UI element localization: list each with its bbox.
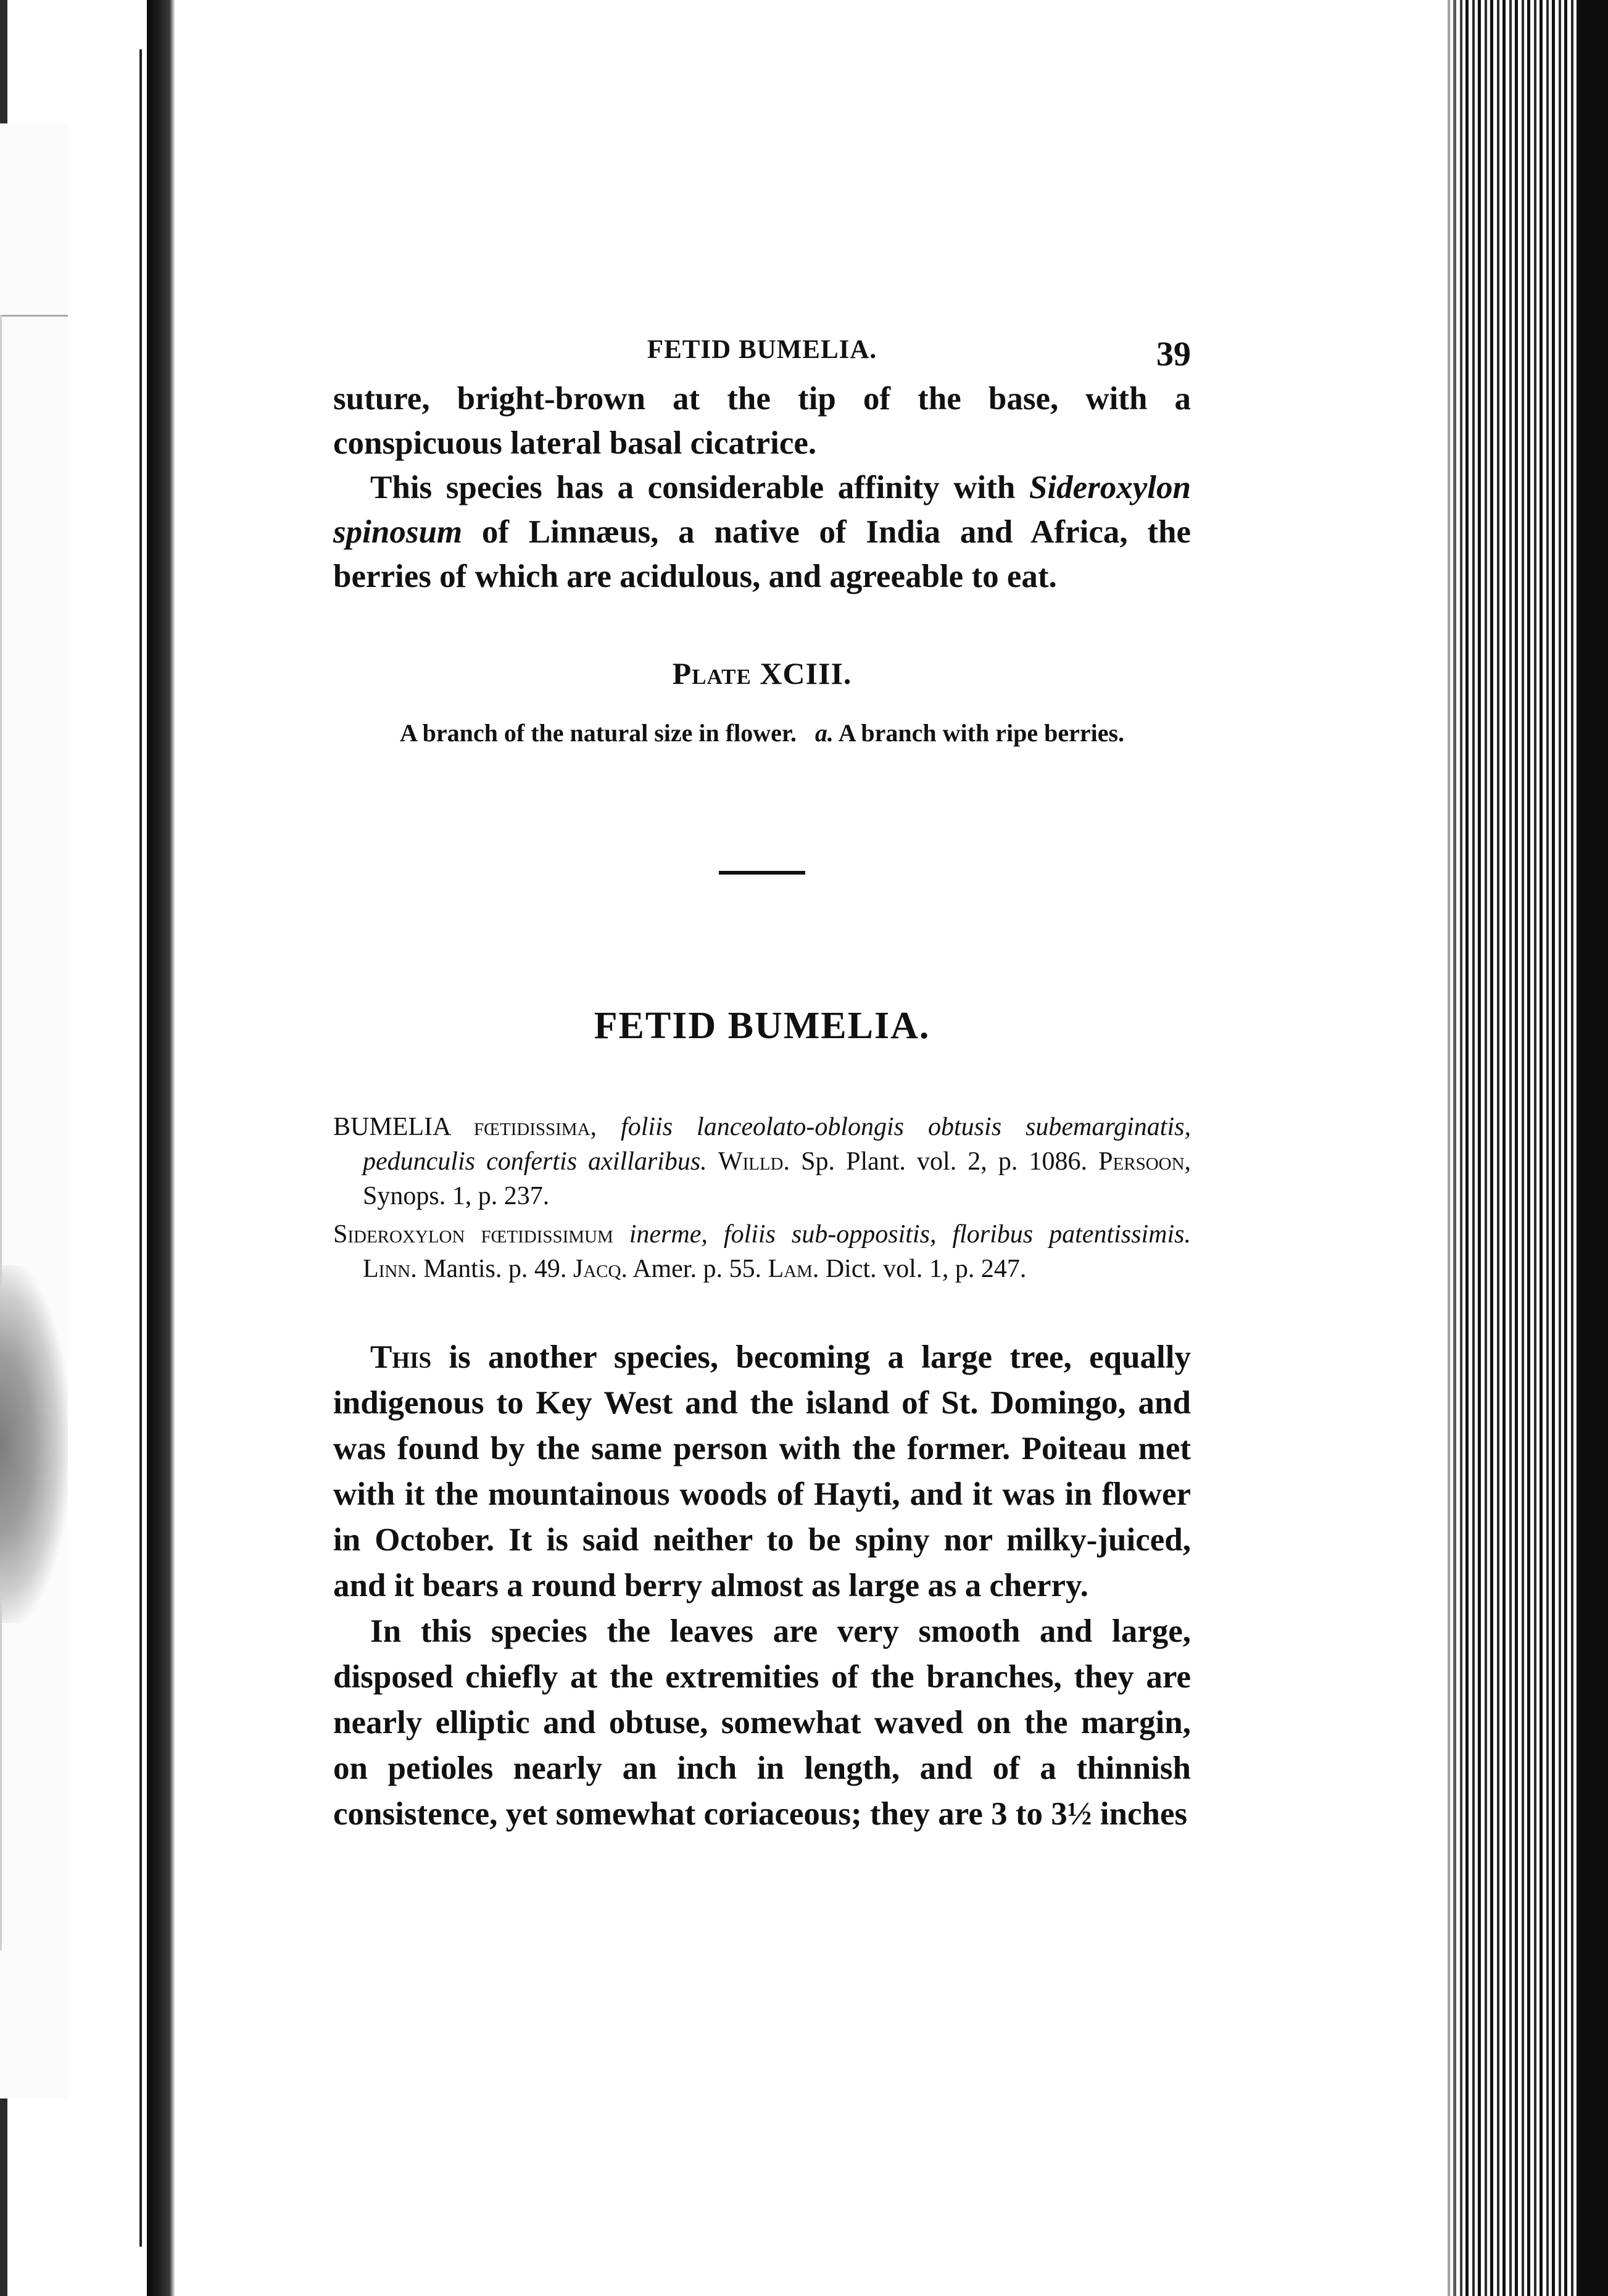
description-text bbox=[333, 1334, 1191, 1837]
section-divider bbox=[719, 871, 805, 875]
affinity-paragraph bbox=[333, 465, 1191, 599]
affinity-text-end: of Linnæus, a native of India and Africa, the berries of which are acidulous, and agreeable to eat. bbox=[333, 514, 1191, 594]
continuation-paragraph: suture, bright-brown at the tip of the base, with a conspicuous lateral basal cicatrice. bbox=[333, 381, 1191, 461]
species-epithet: fœtidissima, bbox=[474, 1113, 597, 1141]
plate-heading-word: Plate bbox=[672, 656, 752, 691]
reference-author: Jacq. bbox=[573, 1255, 628, 1283]
reference-citation: Mantis. p. 49. bbox=[423, 1255, 567, 1283]
synonym-name: Sideroxylon fœtidissimum bbox=[333, 1220, 613, 1249]
reference-author: Lam. bbox=[768, 1255, 819, 1283]
genus-name: BUMELIA bbox=[333, 1113, 450, 1141]
paragraph-text: is another species, becoming a large tree, equally indigenous to Key West and the island of St. Domingo, and was found by the same person with the former. Poiteau met with it the mountainous woods of Hayti, and it was in flower in October. It is said neither to be spiny nor milky-juiced, and it bears a round berry almost as large as a cherry. bbox=[333, 1339, 1191, 1603]
reference-author: Willd. bbox=[718, 1147, 790, 1176]
paragraph-lead-word: This bbox=[370, 1339, 432, 1375]
reference-citation: Synops. 1, p. 237. bbox=[363, 1182, 550, 1210]
facing-page-border-side bbox=[0, 315, 2, 1950]
plate-caption bbox=[333, 718, 1191, 747]
reference-citation: Dict. vol. 1, p. 247. bbox=[825, 1255, 1027, 1283]
gutter-line bbox=[139, 49, 142, 2247]
page-number: 39 bbox=[1156, 335, 1191, 373]
plate-number: XCIII. bbox=[760, 656, 852, 691]
reference-citation: Amer. p. 55. bbox=[632, 1255, 761, 1283]
plate-caption-figure-a: A branch with ripe berries. bbox=[838, 719, 1125, 747]
plate-heading bbox=[333, 655, 1191, 691]
affinity-text-start: This species has a considerable affinity with bbox=[370, 470, 1029, 505]
reference-author: Linn. bbox=[363, 1255, 417, 1283]
reference-citation: Sp. Plant. vol. 2, p. 1086. bbox=[801, 1147, 1088, 1176]
plate-caption-figure: A branch of the natural size in flower. bbox=[399, 719, 797, 747]
facing-plate-illustration-edge bbox=[0, 1265, 68, 1623]
synonymy-entry bbox=[333, 1110, 1191, 1213]
synonymy-block bbox=[333, 1110, 1191, 1286]
continuation-text bbox=[333, 376, 1191, 599]
right-scan-edge bbox=[1580, 0, 1608, 2296]
facing-page-fragment bbox=[0, 123, 68, 2098]
running-head-title: FETID BUMELIA. bbox=[647, 335, 877, 364]
description-paragraph bbox=[333, 1334, 1191, 1608]
facing-page-border-top bbox=[0, 315, 68, 317]
latin-diagnosis: inerme, foliis sub-oppositis, floribus patentissimis. bbox=[629, 1220, 1191, 1249]
book-page bbox=[333, 321, 1191, 1837]
reference-author: Persoon, bbox=[1098, 1147, 1191, 1176]
running-head bbox=[333, 321, 1191, 376]
book-gutter bbox=[147, 0, 175, 2296]
description-paragraph: In this species the leaves are very smooth and large, disposed chiefly at the extremities of the branches, they are nearly elliptic and obtuse, somewhat waved on the margin, on petioles nearly an inch in length, and of a thinnish consistence, yet somewhat coriaceous; they are 3 to 3½ inches bbox=[333, 1613, 1191, 1832]
section-title: FETID BUMELIA. bbox=[594, 1005, 930, 1047]
page-stack-fade bbox=[1438, 0, 1462, 2296]
affinity-species-name: Sideroxylon spinosum bbox=[333, 470, 1191, 550]
synonymy-entry bbox=[333, 1217, 1191, 1286]
latin-diagnosis: foliis lanceolato-oblongis obtusis subemarginatis, pedunculis confertis axillaribus. bbox=[363, 1113, 1191, 1176]
plate-caption-letter: a. bbox=[814, 719, 834, 747]
